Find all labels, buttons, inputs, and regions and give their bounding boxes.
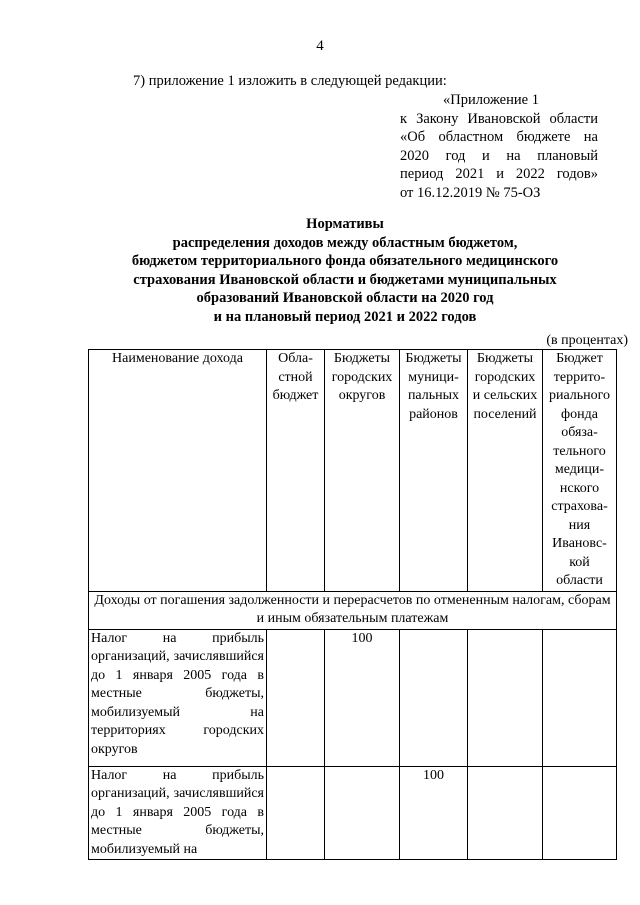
title-line: и на плановый период 2021 и 2022 годов bbox=[213, 308, 477, 325]
header-cell: Обла-стной бюджет bbox=[267, 350, 325, 592]
annex-heading-line: «Приложение 1 bbox=[443, 92, 539, 108]
header-cell: Наименование дохода bbox=[89, 350, 267, 592]
value-cell bbox=[543, 766, 617, 860]
title-line: бюджетом территориального фонда обязательного медицинского bbox=[131, 253, 559, 269]
annex-heading-line: 2020 год и на плановый bbox=[400, 147, 598, 164]
revenue-name-cell: Налог на прибыль организаций, зачислявшийся до 1 января 2005 года в местные бюджеты, мобилизуемый на bbox=[89, 766, 267, 860]
header-cell: Бюджеты городских и сельских поселений bbox=[468, 350, 543, 592]
value-cell bbox=[267, 629, 325, 766]
annex-heading-line: от 16.12.2019 № 75-ОЗ bbox=[400, 184, 541, 201]
table-header-row bbox=[89, 350, 617, 592]
section-row bbox=[89, 591, 617, 629]
value-cell bbox=[468, 766, 543, 860]
value-cell: 100 bbox=[400, 766, 468, 860]
units-note: (в процентах) bbox=[546, 333, 628, 348]
title-line: распределения доходов между областным бюджетом, bbox=[172, 234, 518, 251]
table-row bbox=[89, 629, 617, 766]
value-cell bbox=[468, 629, 543, 766]
table-row bbox=[89, 766, 617, 860]
intro-paragraph: 7) приложение 1 изложить в следующей редакции: bbox=[133, 73, 447, 89]
value-cell bbox=[267, 766, 325, 860]
header-cell: Бюджеты городских округов bbox=[325, 350, 400, 592]
page-number: 4 bbox=[316, 38, 324, 54]
value-cell: 100 bbox=[325, 629, 400, 766]
annex-heading bbox=[400, 91, 598, 202]
header-cell: Бюджет террито-риального фонда обяза-тельного медици-нского страхова-ния Ивановс-кой области bbox=[543, 350, 617, 592]
value-cell bbox=[543, 629, 617, 766]
value-cell bbox=[400, 629, 468, 766]
header-cell: Бюджеты муници-пальных районов bbox=[400, 350, 468, 592]
annex-heading-line: «Об областном бюджете на bbox=[400, 129, 598, 145]
annex-heading-line: период 2021 и 2022 годов» bbox=[400, 166, 598, 182]
document-title bbox=[80, 215, 610, 326]
title-line: Нормативы bbox=[306, 216, 384, 232]
annex-heading-line: к Закону Ивановской области bbox=[400, 110, 598, 127]
revenue-name-cell: Налог на прибыль организаций, зачислявшийся до 1 января 2005 года в местные бюджеты, мобилизуемый на территориях городских округов bbox=[89, 629, 267, 766]
revenue-norms-table bbox=[88, 349, 617, 860]
section-title: Доходы от погашения задолженности и перерасчетов по отмененным налогам, сборам и иным обязательным платежам bbox=[89, 591, 617, 629]
value-cell bbox=[325, 766, 400, 860]
title-line: образований Ивановской области на 2020 год bbox=[196, 290, 494, 306]
title-line: страхования Ивановской области и бюджетами муниципальных bbox=[133, 271, 557, 288]
